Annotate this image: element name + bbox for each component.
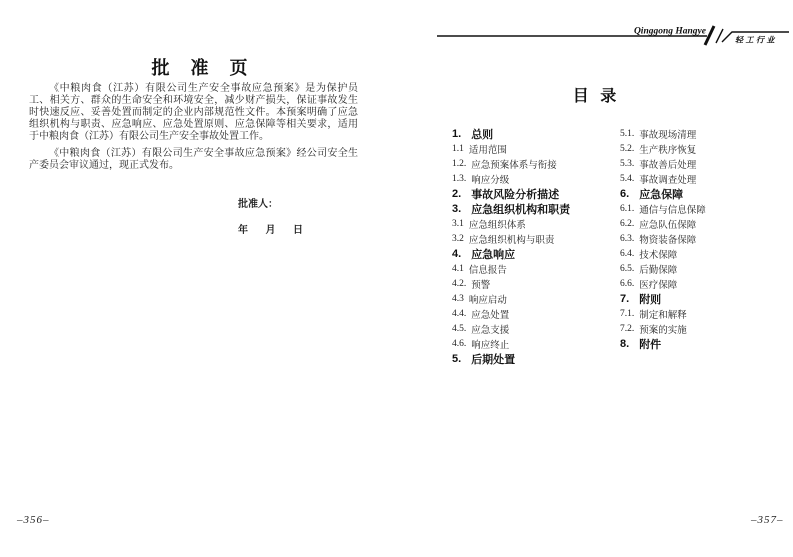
page-number-left: –356– — [17, 514, 50, 526]
toc-item-number: 5.2. — [620, 143, 635, 154]
date-day-label: 日 — [293, 225, 303, 236]
toc-item-number: 6.5. — [620, 263, 635, 274]
date-year-label: 年 — [238, 225, 248, 236]
toc-title: 目 录 — [572, 87, 618, 105]
toc-item-number: 5.4. — [620, 173, 635, 184]
toc-item-label: 技术保障 — [639, 250, 678, 261]
toc-item-label: 应急组织机构与职责 — [468, 235, 555, 246]
toc-item-label: 应急响应 — [471, 248, 516, 261]
toc-item-number: 2. — [452, 187, 462, 200]
date-month-label: 月 — [265, 225, 276, 236]
toc-item-label: 信息报告 — [468, 265, 507, 276]
toc-item — [452, 156, 620, 171]
toc-item-label: 事故善后处理 — [639, 160, 697, 171]
toc-item-label: 应急预案体系与衔接 — [471, 160, 557, 171]
toc-item-number: 4.1 — [452, 263, 464, 274]
slash-icon — [716, 29, 723, 43]
toc-item — [620, 261, 790, 276]
toc-item-label: 后期处置 — [471, 353, 516, 366]
toc-item — [452, 246, 620, 261]
toc-item-label: 通信与信息保障 — [639, 205, 706, 216]
toc-item — [452, 261, 620, 276]
toc-item — [620, 186, 790, 201]
toc-item — [452, 141, 620, 156]
toc-item-number: 6.4. — [620, 248, 635, 259]
toc-item-label: 应急处置 — [471, 310, 510, 321]
toc-item-label: 适用范围 — [468, 145, 507, 156]
toc-item-number: 4. — [452, 247, 462, 260]
toc-item-label: 附则 — [639, 293, 662, 306]
toc-item-label: 制定和解释 — [639, 310, 687, 321]
toc-item — [452, 276, 620, 291]
toc-item-label: 应急保障 — [639, 188, 684, 201]
toc-item — [620, 216, 790, 231]
toc-column-right — [620, 126, 790, 351]
toc-item — [452, 321, 620, 336]
approver-label: 批准人： — [238, 199, 278, 210]
toc-item-number: 3.2 — [452, 233, 464, 244]
toc-item — [620, 156, 790, 171]
approval-paragraph-1: 《中粮肉食（江苏）有限公司生产安全事故应急预案》是为保护员工、相关方、群众的生命安全和环境安全，减少财产损失，保证事故发生时快速反应、妥善处置而制定的企业内部规范性文件。本预案明确了应急组织机构与职责、应急响应、应急处置原则、应急保障等相关要求，适用于中粮肉食（江苏）有限公司生产安全事故处置工作。 — [29, 83, 358, 142]
toc-item-number: 4.4. — [452, 308, 467, 319]
toc-item-label: 应急队伍保障 — [639, 220, 697, 231]
toc-item-number: 3.1 — [452, 218, 464, 229]
toc-item — [452, 126, 620, 141]
toc-item-label: 事故风险分析描述 — [471, 188, 560, 201]
toc-item-number: 6.6. — [620, 278, 635, 289]
toc-item-number: 4.2. — [452, 278, 467, 289]
toc-item — [620, 231, 790, 246]
toc-item-number: 1.1 — [452, 143, 464, 154]
toc-item-number: 6.2. — [620, 218, 635, 229]
toc-item-label: 总则 — [471, 128, 494, 141]
toc-item — [452, 336, 620, 351]
toc-item — [620, 246, 790, 261]
toc-item — [620, 201, 790, 216]
toc-item-number: 4.3 — [452, 293, 464, 304]
toc-item-label: 生产秩序恢复 — [639, 145, 697, 156]
toc-item-label: 事故现场清理 — [639, 130, 697, 141]
toc-item-number: 8. — [620, 337, 630, 350]
toc-item-number: 7.2. — [620, 323, 635, 334]
toc-item — [620, 276, 790, 291]
toc-item — [620, 291, 790, 306]
toc-item-number: 3. — [452, 202, 462, 215]
approval-paragraph-2: 《中粮肉食（江苏）有限公司生产安全事故应急预案》经公司安全生产委员会审议通过，现正式发布。 — [29, 148, 358, 171]
toc-item-number: 1. — [452, 127, 462, 140]
toc-item — [452, 171, 620, 186]
toc-item-label: 物资装备保障 — [639, 235, 697, 246]
toc-item-label: 响应终止 — [471, 340, 510, 351]
toc-item-number: 6. — [620, 187, 630, 200]
toc-item — [620, 126, 790, 141]
toc-item-label: 应急组织机构和职责 — [471, 203, 571, 216]
toc-item — [620, 171, 790, 186]
toc-item-number: 5. — [452, 352, 462, 365]
toc-item — [452, 186, 620, 201]
toc-item-number: 6.1. — [620, 203, 635, 214]
toc-item-number: 7. — [620, 292, 630, 305]
toc-page — [400, 0, 793, 557]
toc-item — [452, 291, 620, 306]
toc-item-number: 5.3. — [620, 158, 635, 169]
toc-item-label: 预案的实施 — [639, 325, 687, 336]
page-number-right: –357– — [751, 514, 784, 526]
toc-item — [452, 306, 620, 321]
toc-item-label: 事故调查处理 — [639, 175, 697, 186]
toc-item-number: 1.3. — [452, 173, 467, 184]
toc-item — [452, 351, 620, 366]
approval-body — [29, 83, 358, 172]
toc-item-number: 5.1. — [620, 128, 635, 139]
brand-pinyin-text: Qinggong Hangye — [633, 26, 706, 37]
toc-item — [620, 306, 790, 321]
toc-item-number: 1.2. — [452, 158, 467, 169]
toc-column-left — [452, 126, 620, 366]
toc-item — [620, 321, 790, 336]
toc-item-label: 附件 — [639, 338, 662, 351]
toc-item — [452, 216, 620, 231]
toc-item — [620, 336, 790, 351]
toc-item-number: 6.3. — [620, 233, 635, 244]
toc-item — [620, 141, 790, 156]
date-line — [238, 221, 303, 236]
toc-item-label: 应急支援 — [471, 325, 510, 336]
toc-item — [452, 231, 620, 246]
toc-item — [452, 201, 620, 216]
toc-item-label: 医疗保障 — [639, 280, 678, 291]
toc-item-label: 预警 — [471, 280, 491, 291]
approval-page-title: 批 准 页 — [151, 58, 249, 79]
brand-header-rule — [430, 20, 793, 50]
toc-item-label: 响应分级 — [471, 175, 510, 186]
toc-item-number: 4.5. — [452, 323, 467, 334]
toc-item-label: 响应启动 — [468, 295, 507, 306]
brand-chinese-text: 轻工行业 — [735, 35, 777, 45]
toc-item-label: 后勤保障 — [639, 265, 678, 276]
toc-item-number: 4.6. — [452, 338, 467, 349]
toc-item-label: 应急组织体系 — [468, 220, 526, 231]
toc-item-number: 7.1. — [620, 308, 635, 319]
